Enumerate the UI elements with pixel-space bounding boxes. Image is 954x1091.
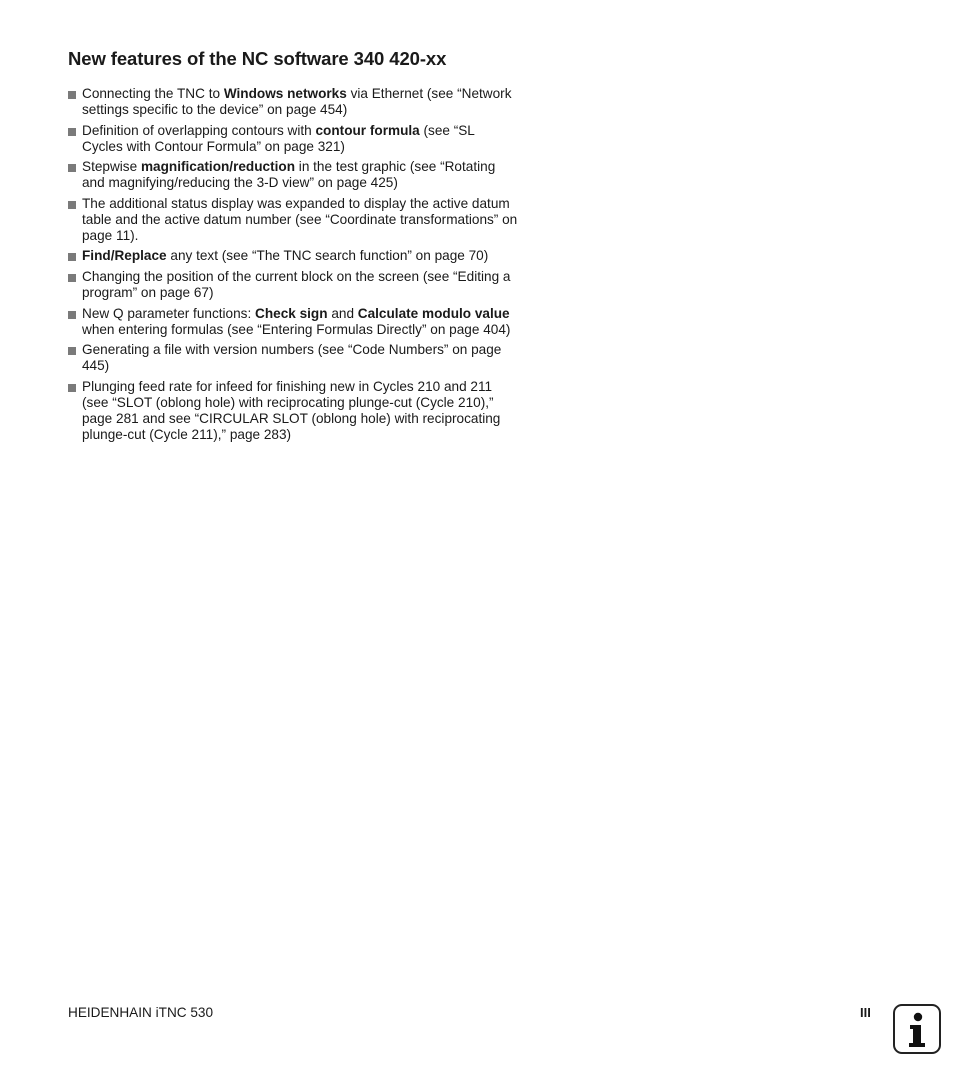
feature-text: when entering formulas (see “Entering Formulas Directly” on page 404)	[82, 321, 511, 337]
footer-product-name: HEIDENHAIN iTNC 530	[68, 1005, 214, 1020]
feature-list-item	[68, 123, 518, 155]
feature-text: (see “SL Cycles with Contour Formula” on page 321)	[82, 122, 475, 154]
feature-list-item	[68, 196, 518, 244]
square-bullet-icon	[68, 201, 76, 209]
page-title: New features of the NC software 340 420-xx	[68, 48, 447, 69]
feature-text: via Ethernet (see “Network settings specific to the device” on page 454)	[82, 86, 512, 117]
square-bullet-icon	[68, 311, 76, 319]
page-number: III	[860, 1005, 871, 1020]
feature-text: Plunging feed rate for infeed for finishing new in Cycles 210 and 211 (see “SLOT (oblong hole) with reciprocating plunge-cut (Cycle 210),” page 281 and see “CIRCULAR SLOT (oblong hole) with reciprocating plunge-cut (Cycle 211),” page 283)	[82, 378, 501, 442]
feature-text: Stepwise	[82, 159, 141, 175]
feature-text: Changing the position of the current block on the screen (see “Editing a program” on page 67)	[82, 268, 511, 300]
square-bullet-icon	[68, 347, 76, 355]
feature-text: in the test graphic (see “Rotating and magnifying/reducing the 3-D view” on page 425)	[82, 159, 496, 191]
feature-list-item	[68, 379, 518, 443]
feature-text: Generating a file with version numbers (see “Code Numbers” on page 445)	[82, 342, 502, 374]
feature-list-item	[68, 342, 518, 374]
feature-keyword: magnification/reduction	[140, 159, 296, 175]
feature-list-item	[68, 86, 518, 118]
feature-text: Definition of overlapping contours with	[82, 122, 316, 138]
feature-keyword: contour formula	[315, 122, 420, 138]
square-bullet-icon	[68, 164, 76, 172]
feature-list-item	[68, 248, 518, 264]
feature-keyword: Find/Replace	[82, 248, 167, 264]
square-bullet-icon	[68, 253, 76, 261]
feature-text: New Q parameter functions:	[82, 305, 256, 321]
feature-text: The additional status display was expanded to display the active datum table and the active datum number (see “Coordinate transformations” on page 11).	[82, 195, 518, 243]
square-bullet-icon	[68, 91, 76, 99]
info-icon	[893, 1004, 941, 1054]
feature-keyword: Check sign	[255, 305, 328, 321]
feature-list-item	[68, 306, 518, 338]
feature-text: Connecting the TNC to	[82, 86, 224, 101]
feature-text: and	[327, 305, 358, 321]
feature-list-item	[68, 269, 518, 301]
feature-list-item	[68, 159, 518, 191]
square-bullet-icon	[68, 384, 76, 392]
square-bullet-icon	[68, 274, 76, 282]
feature-text: any text (see “The TNC search function” on page 70)	[166, 248, 489, 264]
feature-keyword: Windows networks	[223, 86, 347, 101]
feature-keyword: Calculate modulo value	[357, 305, 510, 321]
square-bullet-icon	[68, 128, 76, 136]
feature-list	[68, 86, 518, 447]
